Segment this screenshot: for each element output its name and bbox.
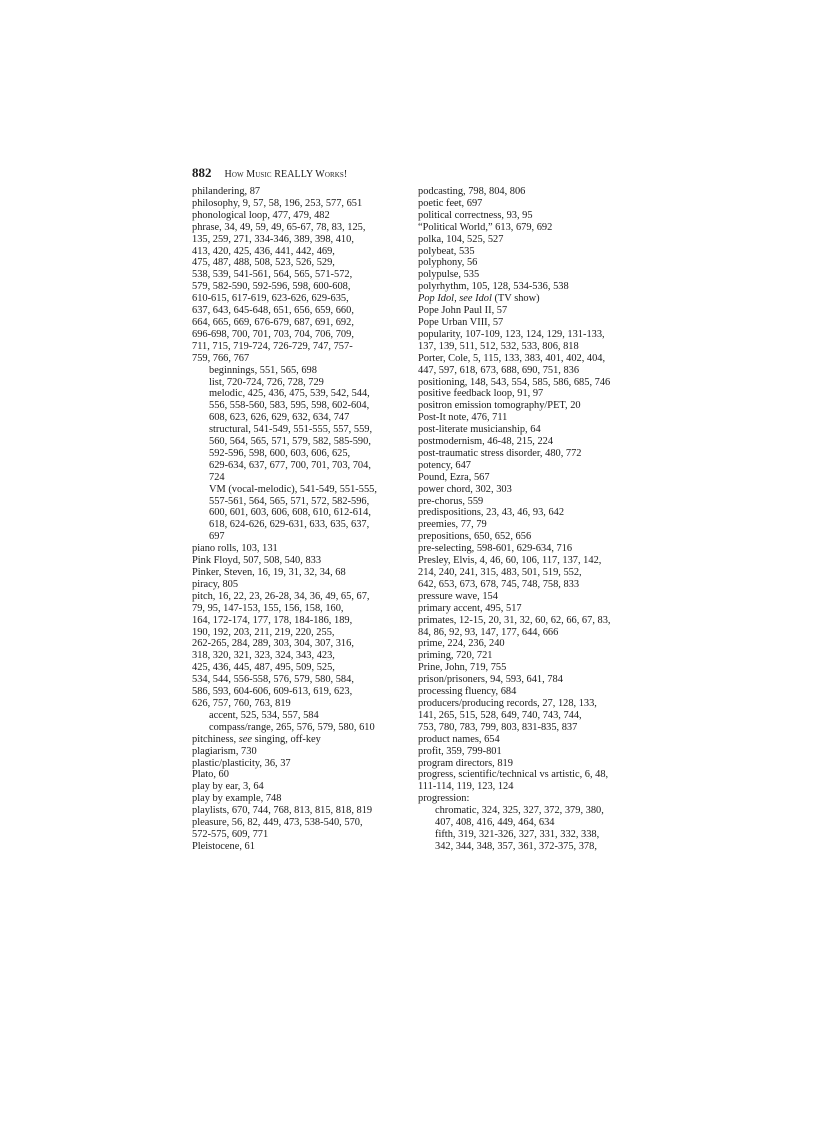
index-entry <box>418 222 658 234</box>
index-line: pitch, 16, 22, 23, 26-28, 34, 36, 49, 65, 67, <box>192 590 370 602</box>
index-line: 610-615, 617-619, 623-626, 629-635, <box>192 293 349 305</box>
index-entry <box>418 686 658 698</box>
index-line: 696-698, 700, 701, 703, 704, 706, 709, <box>192 328 354 340</box>
index-entry <box>192 769 432 781</box>
index-entry <box>192 591 432 710</box>
index-line: 342, 344, 348, 357, 361, 372-375, 378, <box>435 840 597 852</box>
index-line: 637, 643, 645-648, 651, 656, 659, 660, <box>192 305 354 317</box>
index-line: 190, 192, 203, 211, 219, 220, 255, <box>192 626 335 638</box>
index-entry <box>418 317 658 329</box>
index-line: VM (vocal-melodic), 541-549, 551-555, <box>209 483 377 495</box>
index-entry <box>418 591 658 603</box>
index-line: 557-561, 564, 565, 571, 572, 582-596, <box>209 495 370 507</box>
index-line: 137, 139, 511, 512, 532, 533, 806, 818 <box>418 340 579 352</box>
index-line: Pound, Ezra, 567 <box>418 471 490 483</box>
running-title: How Music REALLY Works! <box>224 169 348 180</box>
index-line: 618, 624-626, 629-631, 633, 635, 637, <box>209 519 370 531</box>
index-line: 135, 259, 271, 334-346, 389, 398, 410, <box>192 233 354 245</box>
index-entry <box>418 412 658 424</box>
index-entry <box>192 210 432 222</box>
index-subentry <box>192 710 432 722</box>
index-line: polyrhythm, 105, 128, 534-536, 538 <box>418 281 569 293</box>
index-entry <box>418 758 658 770</box>
index-line: polka, 104, 525, 527 <box>418 233 504 245</box>
index-line: 79, 95, 147-153, 155, 156, 158, 160, <box>192 602 344 614</box>
index-line: 579, 582-590, 592-596, 598, 600-608, <box>192 281 351 293</box>
index-entry <box>418 531 658 543</box>
index-entry <box>418 388 658 400</box>
index-line: political correctness, 93, 95 <box>418 209 533 221</box>
index-entry <box>418 293 658 305</box>
index-line: 608, 623, 626, 629, 632, 634, 747 <box>209 412 350 424</box>
index-entry <box>418 638 658 650</box>
index-line: “Political World,” 613, 679, 692 <box>418 221 553 233</box>
index-line: Pleistocene, 61 <box>192 840 255 852</box>
index-line: prepositions, 650, 652, 656 <box>418 531 532 543</box>
index-line: plagiarism, 730 <box>192 745 257 757</box>
index-entry <box>418 210 658 222</box>
index-line: postmodernism, 46-48, 215, 224 <box>418 436 554 448</box>
index-entry <box>418 746 658 758</box>
index-line: 629-634, 637, 677, 700, 701, 703, 704, <box>209 459 371 471</box>
index-entry <box>418 234 658 246</box>
index-entry <box>192 567 432 579</box>
index-line: predispositions, 23, 43, 46, 93, 642 <box>418 507 565 519</box>
index-line: primates, 12-15, 20, 31, 32, 60, 62, 66, 67, 83, <box>418 614 611 626</box>
index-subentry <box>192 377 432 389</box>
index-entry <box>418 519 658 531</box>
index-line: 318, 320, 321, 323, 324, 343, 423, <box>192 650 335 662</box>
index-entry <box>418 543 658 555</box>
index-subentry <box>192 722 432 734</box>
index-line: piracy, 805 <box>192 578 239 590</box>
index-line: compass/range, 265, 576, 579, 580, 610 <box>209 721 375 733</box>
index-subentry <box>192 365 432 377</box>
index-entry <box>418 198 658 210</box>
index-subentry <box>192 484 432 544</box>
index-line: power chord, 302, 303 <box>418 483 512 495</box>
index-subentry <box>418 829 658 853</box>
index-line: Plato, 60 <box>192 769 229 781</box>
index-entry <box>418 674 658 686</box>
index-line: Prine, John, 719, 755 <box>418 662 507 674</box>
index-entry <box>418 555 658 591</box>
index-entry <box>418 246 658 258</box>
index-line: 475, 487, 488, 508, 523, 526, 529, <box>192 257 335 269</box>
index-line: Presley, Elvis, 4, 46, 60, 106, 117, 137, 142, <box>418 555 602 567</box>
index-line: pleasure, 56, 82, 449, 473, 538-540, 570, <box>192 817 363 829</box>
index-line: fifth, 319, 321-326, 327, 331, 332, 338, <box>435 828 600 840</box>
index-line: piano rolls, 103, 131 <box>192 543 278 555</box>
index-entry <box>418 400 658 412</box>
index-line: post-literate musicianship, 64 <box>418 424 541 436</box>
index-line: phonological loop, 477, 479, 482 <box>192 209 330 221</box>
index-subentry <box>418 805 658 829</box>
index-line: 642, 653, 673, 678, 745, 748, 758, 833 <box>418 578 580 590</box>
index-entry <box>418 353 658 377</box>
index-line: podcasting, 798, 804, 806 <box>418 186 526 197</box>
index-entry <box>192 841 432 853</box>
index-entry <box>418 448 658 460</box>
index-line: poetic feet, 697 <box>418 197 483 209</box>
index-line: 724 <box>209 471 225 483</box>
index-entry <box>418 615 658 639</box>
index-entry <box>192 579 432 591</box>
index-entry <box>418 377 658 389</box>
index-entry <box>418 460 658 472</box>
index-entry <box>418 305 658 317</box>
index-line: 413, 420, 425, 436, 441, 442, 469, <box>192 245 335 257</box>
index-line: prison/prisoners, 94, 593, 641, 784 <box>418 674 563 686</box>
index-line: progress, scientific/technical vs artistic, 6, 48, <box>418 769 609 781</box>
index-line: 664, 665, 669, 676-679, 687, 691, 692, <box>192 316 354 328</box>
index-entry <box>192 805 432 817</box>
index-entry <box>192 817 432 841</box>
index-line: 753, 780, 783, 799, 803, 831-835, 837 <box>418 721 578 733</box>
index-line: positive feedback loop, 91, 97 <box>418 388 544 400</box>
index-line: chromatic, 324, 325, 327, 372, 379, 380, <box>435 805 604 817</box>
index-line: play by example, 748 <box>192 793 282 805</box>
index-entry <box>418 793 658 805</box>
index-line: 534, 544, 556-558, 576, 579, 580, 584, <box>192 674 354 686</box>
index-line: 84, 86, 92, 93, 147, 177, 644, 666 <box>418 626 559 638</box>
index-entry <box>418 329 658 353</box>
index-entry <box>418 507 658 519</box>
index-line: accent, 525, 534, 557, 584 <box>209 709 319 721</box>
index-line: 407, 408, 416, 449, 464, 634 <box>435 817 555 829</box>
index-line: 425, 436, 445, 487, 495, 509, 525, <box>192 662 335 674</box>
index-line: program directors, 819 <box>418 757 513 769</box>
index-line: polyphony, 56 <box>418 257 478 269</box>
index-line: popularity, 107-109, 123, 124, 129, 131-133, <box>418 328 605 340</box>
index-line: Post-It note, 476, 711 <box>418 412 508 424</box>
index-line: profit, 359, 799-801 <box>418 745 502 757</box>
index-entry <box>418 603 658 615</box>
index-line: Pinker, Steven, 16, 19, 31, 32, 34, 68 <box>192 567 346 578</box>
index-line: play by ear, 3, 64 <box>192 781 264 793</box>
index-line: priming, 720, 721 <box>418 650 493 662</box>
index-line: 592-596, 598, 600, 603, 606, 625, <box>209 447 351 459</box>
index-entry <box>192 746 432 758</box>
index-line: pressure wave, 154 <box>418 590 498 602</box>
index-entry <box>418 650 658 662</box>
index-line: 626, 757, 760, 763, 819 <box>192 697 291 709</box>
index-line: 447, 597, 618, 673, 688, 690, 751, 836 <box>418 364 580 376</box>
index-line: post-traumatic stress disorder, 480, 772 <box>418 447 582 459</box>
index-line: 538, 539, 541-561, 564, 565, 571-572, <box>192 269 353 281</box>
index-line: 141, 265, 515, 528, 649, 740, 743, 744, <box>418 709 582 721</box>
index-column-left <box>192 186 432 853</box>
index-entry <box>192 198 432 210</box>
index-line: 556, 558-560, 583, 595, 598, 602-604, <box>209 400 370 412</box>
index-line: 600, 601, 603, 606, 608, 610, 612-614, <box>209 507 371 519</box>
index-line: Pope John Paul II, 57 <box>418 305 508 317</box>
index-line: pre-chorus, 559 <box>418 495 484 507</box>
index-line: polypulse, 535 <box>418 269 480 281</box>
index-entry <box>418 436 658 448</box>
index-line: 759, 766, 767 <box>192 352 250 364</box>
index-entry <box>418 496 658 508</box>
index-entry <box>418 257 658 269</box>
index-entry <box>192 555 432 567</box>
index-entry <box>192 758 432 770</box>
index-line: polybeat, 535 <box>418 245 475 257</box>
index-line: list, 720-724, 726, 728, 729 <box>209 376 324 388</box>
index-subentry <box>192 424 432 484</box>
page-number: 882 <box>192 165 212 180</box>
index-line: 586, 593, 604-606, 609-613, 619, 623, <box>192 686 353 698</box>
index-line: philosophy, 9, 57, 58, 196, 253, 577, 651 <box>192 197 363 209</box>
index-line: 711, 715, 719-724, 726-729, 747, 757- <box>192 340 353 352</box>
index-entry <box>192 186 432 198</box>
index-line: 572-575, 609, 771 <box>192 828 269 840</box>
index-entry <box>418 484 658 496</box>
index-line: 164, 172-174, 177, 178, 184-186, 189, <box>192 614 353 626</box>
index-entry <box>192 734 432 746</box>
index-line: positioning, 148, 543, 554, 585, 586, 685, 746 <box>418 376 611 388</box>
index-entry <box>418 662 658 674</box>
index-entry <box>192 543 432 555</box>
index-line: phrase, 34, 49, 59, 49, 65-67, 78, 83, 125, <box>192 221 366 233</box>
index-line: preemies, 77, 79 <box>418 519 487 531</box>
index-line: Pope Urban VIII, 57 <box>418 316 504 328</box>
index-line: prime, 224, 236, 240 <box>418 638 505 650</box>
index-line: 697 <box>209 531 225 543</box>
index-subentry <box>192 388 432 424</box>
index-line: pitchiness, see singing, off-key <box>192 733 321 745</box>
index-entry <box>418 734 658 746</box>
index-entry <box>192 222 432 365</box>
index-line: 262-265, 284, 289, 303, 304, 307, 316, <box>192 638 354 650</box>
index-line: 111-114, 119, 123, 124 <box>418 781 514 793</box>
index-line: plastic/plasticity, 36, 37 <box>192 757 291 769</box>
index-entry <box>418 769 658 793</box>
index-entry <box>192 781 432 793</box>
index-line: 214, 240, 241, 315, 483, 501, 519, 552, <box>418 567 582 578</box>
index-line: Pop Idol, see Idol (TV show) <box>418 293 540 305</box>
index-entry <box>192 793 432 805</box>
index-line: pre-selecting, 598-601, 629-634, 716 <box>418 543 573 555</box>
index-line: product names, 654 <box>418 733 500 745</box>
index-line: beginnings, 551, 565, 698 <box>209 364 317 376</box>
index-column-right <box>418 186 658 853</box>
running-header <box>192 166 347 182</box>
index-entry <box>418 698 658 734</box>
index-line: positron emission tomography/PET, 20 <box>418 400 581 412</box>
index-line: progression: <box>418 793 470 805</box>
index-line: melodic, 425, 436, 475, 539, 542, 544, <box>209 388 370 400</box>
index-line: Pink Floyd, 507, 508, 540, 833 <box>192 555 322 567</box>
index-line: processing fluency, 684 <box>418 686 517 698</box>
index-entry <box>418 472 658 484</box>
index-line: Porter, Cole, 5, 115, 133, 383, 401, 402, 404, <box>418 352 606 364</box>
index-line: 560, 564, 565, 571, 579, 582, 585-590, <box>209 436 371 448</box>
index-line: structural, 541-549, 551-555, 557, 559, <box>209 424 373 436</box>
index-line: primary accent, 495, 517 <box>418 602 522 614</box>
index-entry <box>418 269 658 281</box>
index-line: potency, 647 <box>418 459 471 471</box>
index-line: producers/producing records, 27, 128, 133, <box>418 697 597 709</box>
index-line: playlists, 670, 744, 768, 813, 815, 818, 819 <box>192 805 373 817</box>
index-entry <box>418 424 658 436</box>
index-entry <box>418 186 658 198</box>
index-entry <box>418 281 658 293</box>
index-line: philandering, 87 <box>192 186 261 197</box>
